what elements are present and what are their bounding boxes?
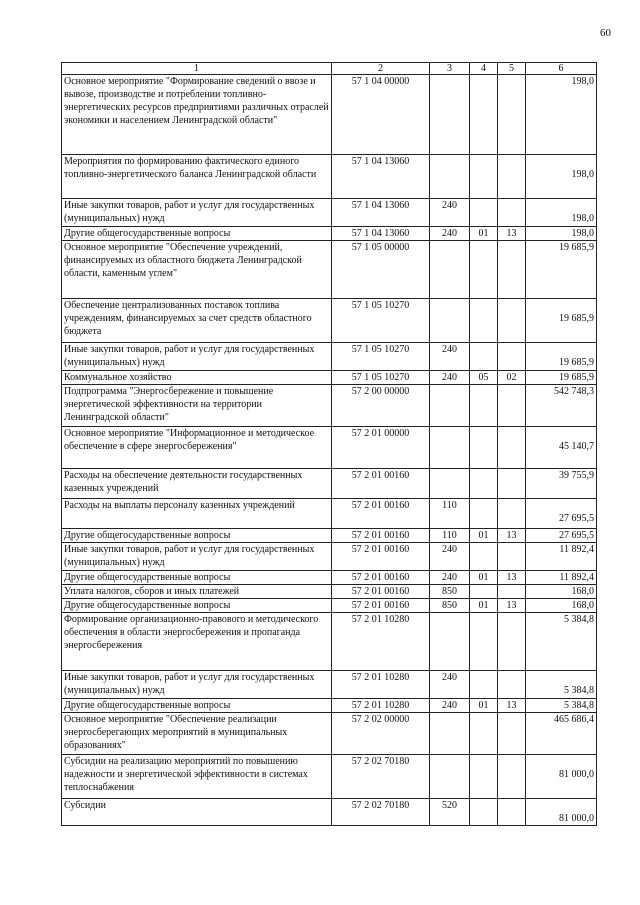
row-subsection-cell: [498, 199, 526, 227]
table-row: [62, 343, 597, 371]
table-row: [62, 799, 597, 826]
row-name-cell: Подпрограмма "Энергосбережение и повышение энергетической эффективности на территории Ленинградской области": [62, 385, 332, 427]
row-subsection-cell: [498, 613, 526, 671]
row-name-cell: Формирование организационно-правового и методического обеспечения в области энергосбережения и пропаганда энергосбережения: [62, 613, 332, 671]
row-subsection-cell: 13: [498, 227, 526, 241]
row-expense-type-cell: [430, 75, 470, 155]
row-expense-type-cell: 850: [430, 585, 470, 599]
row-subsection-cell: [498, 799, 526, 826]
row-code-cell: 57 1 05 10270: [332, 343, 430, 371]
row-section-cell: [470, 543, 498, 571]
table-row: [62, 671, 597, 699]
table-row: [62, 75, 597, 155]
table-row: [62, 499, 597, 529]
table-row: [62, 385, 597, 427]
row-section-cell: 01: [470, 571, 498, 585]
column-header-code: 2: [332, 63, 430, 75]
row-name-cell: Иные закупки товаров, работ и услуг для государственных (муниципальных) нужд: [62, 671, 332, 699]
row-amount-cell: 198,0: [526, 227, 597, 241]
row-name-cell: Иные закупки товаров, работ и услуг для государственных (муниципальных) нужд: [62, 543, 332, 571]
row-name-cell: Иные закупки товаров, работ и услуг для государственных (муниципальных) нужд: [62, 343, 332, 371]
table-row: [62, 585, 597, 599]
row-subsection-cell: [498, 755, 526, 799]
row-expense-type-cell: [430, 155, 470, 199]
row-subsection-cell: [498, 155, 526, 199]
row-expense-type-cell: 240: [430, 343, 470, 371]
column-header-name: 1: [62, 63, 332, 75]
column-header-subsection: 5: [498, 63, 526, 75]
row-amount-cell: 5 384,8: [526, 671, 597, 699]
table-row: [62, 755, 597, 799]
row-amount-cell: 11 892,4: [526, 571, 597, 585]
row-expense-type-cell: 850: [430, 599, 470, 613]
row-section-cell: [470, 241, 498, 299]
row-amount-cell: 81 000,0: [526, 799, 597, 826]
row-code-cell: 57 2 02 00000: [332, 713, 430, 755]
row-amount-cell: 19 685,9: [526, 299, 597, 343]
row-section-cell: [470, 427, 498, 469]
row-amount-cell: 27 695,5: [526, 529, 597, 543]
row-amount-cell: 198,0: [526, 199, 597, 227]
row-expense-type-cell: 240: [430, 543, 470, 571]
column-number-row: [62, 63, 597, 75]
table-row: [62, 543, 597, 571]
row-subsection-cell: 13: [498, 599, 526, 613]
row-subsection-cell: 02: [498, 371, 526, 385]
row-section-cell: [470, 799, 498, 826]
row-amount-cell: 39 755,9: [526, 469, 597, 499]
row-subsection-cell: [498, 499, 526, 529]
row-section-cell: [470, 155, 498, 199]
row-name-cell: Другие общегосударственные вопросы: [62, 699, 332, 713]
row-name-cell: Другие общегосударственные вопросы: [62, 599, 332, 613]
row-amount-cell: 11 892,4: [526, 543, 597, 571]
row-subsection-cell: 13: [498, 571, 526, 585]
table-row: [62, 571, 597, 585]
row-code-cell: 57 2 01 00160: [332, 529, 430, 543]
row-expense-type-cell: [430, 241, 470, 299]
row-amount-cell: 45 140,7: [526, 427, 597, 469]
row-amount-cell: 542 748,3: [526, 385, 597, 427]
page-number: 60: [600, 27, 611, 39]
row-subsection-cell: [498, 543, 526, 571]
row-expense-type-cell: 240: [430, 571, 470, 585]
table-row: [62, 469, 597, 499]
row-section-cell: [470, 713, 498, 755]
row-code-cell: 57 1 05 00000: [332, 241, 430, 299]
table-row: [62, 371, 597, 385]
row-code-cell: 57 2 02 70180: [332, 755, 430, 799]
row-name-cell: Субсидии на реализацию мероприятий по повышению надежности и энергетической эффективности в системах теплоснабжения: [62, 755, 332, 799]
row-subsection-cell: [498, 299, 526, 343]
row-expense-type-cell: [430, 469, 470, 499]
column-header-expense-type: 3: [430, 63, 470, 75]
row-code-cell: 57 1 04 13060: [332, 199, 430, 227]
row-name-cell: Основное мероприятие "Информационное и методическое обеспечение в сфере энергосбережения": [62, 427, 332, 469]
row-code-cell: 57 1 05 10270: [332, 299, 430, 343]
row-section-cell: 01: [470, 599, 498, 613]
column-header-amount: 6: [526, 63, 597, 75]
row-subsection-cell: [498, 241, 526, 299]
row-section-cell: 05: [470, 371, 498, 385]
row-expense-type-cell: 240: [430, 671, 470, 699]
row-section-cell: [470, 199, 498, 227]
row-code-cell: 57 1 05 10270: [332, 371, 430, 385]
row-subsection-cell: 13: [498, 699, 526, 713]
table-row: [62, 713, 597, 755]
row-subsection-cell: [498, 343, 526, 371]
row-expense-type-cell: 240: [430, 371, 470, 385]
row-subsection-cell: [498, 427, 526, 469]
table-row: [62, 299, 597, 343]
row-expense-type-cell: [430, 427, 470, 469]
row-code-cell: 57 2 01 10280: [332, 699, 430, 713]
row-expense-type-cell: [430, 385, 470, 427]
row-code-cell: 57 2 01 00000: [332, 427, 430, 469]
row-code-cell: 57 2 02 70180: [332, 799, 430, 826]
table-row: [62, 613, 597, 671]
row-amount-cell: 168,0: [526, 585, 597, 599]
row-name-cell: Основное мероприятие "Обеспечение реализации энергосберегающих мероприятий в муниципальных образованиях": [62, 713, 332, 755]
row-section-cell: [470, 385, 498, 427]
table-row: [62, 199, 597, 227]
table-row: [62, 155, 597, 199]
table-row: [62, 227, 597, 241]
row-amount-cell: 81 000,0: [526, 755, 597, 799]
row-expense-type-cell: 240: [430, 199, 470, 227]
row-amount-cell: 19 685,9: [526, 343, 597, 371]
table-row: [62, 427, 597, 469]
row-code-cell: 57 2 01 00160: [332, 599, 430, 613]
column-header-section: 4: [470, 63, 498, 75]
row-amount-cell: 465 686,4: [526, 713, 597, 755]
row-name-cell: Расходы на выплаты персоналу казенных учреждений: [62, 499, 332, 529]
row-section-cell: 01: [470, 699, 498, 713]
row-name-cell: Коммунальное хозяйство: [62, 371, 332, 385]
table-row: [62, 241, 597, 299]
row-section-cell: 01: [470, 529, 498, 543]
row-section-cell: [470, 613, 498, 671]
row-code-cell: 57 2 00 00000: [332, 385, 430, 427]
row-subsection-cell: [498, 585, 526, 599]
row-code-cell: 57 2 01 10280: [332, 671, 430, 699]
row-expense-type-cell: [430, 755, 470, 799]
row-code-cell: 57 1 04 13060: [332, 227, 430, 241]
row-expense-type-cell: 240: [430, 227, 470, 241]
row-subsection-cell: [498, 469, 526, 499]
row-name-cell: Другие общегосударственные вопросы: [62, 529, 332, 543]
table-row: [62, 529, 597, 543]
row-amount-cell: 19 685,9: [526, 371, 597, 385]
row-name-cell: Мероприятия по формированию фактического единого топливно-энергетического баланса Ленинградской области: [62, 155, 332, 199]
row-amount-cell: 5 384,8: [526, 613, 597, 671]
row-section-cell: [470, 469, 498, 499]
row-subsection-cell: [498, 671, 526, 699]
row-name-cell: Другие общегосударственные вопросы: [62, 571, 332, 585]
row-name-cell: Обеспечение централизованных поставок топлива учреждениям, финансируемых за счет средств областного бюджета: [62, 299, 332, 343]
row-section-cell: [470, 75, 498, 155]
row-code-cell: 57 2 01 10280: [332, 613, 430, 671]
row-name-cell: Основное мероприятие "Обеспечение учреждений, финансируемых из областного бюджета Ленинградской области, каменным углем": [62, 241, 332, 299]
row-expense-type-cell: 110: [430, 499, 470, 529]
row-code-cell: 57 1 04 00000: [332, 75, 430, 155]
row-expense-type-cell: [430, 299, 470, 343]
row-section-cell: [470, 585, 498, 599]
row-amount-cell: 198,0: [526, 75, 597, 155]
row-code-cell: 57 1 04 13060: [332, 155, 430, 199]
row-code-cell: 57 2 01 00160: [332, 543, 430, 571]
table-row: [62, 599, 597, 613]
row-section-cell: [470, 755, 498, 799]
row-code-cell: 57 2 01 00160: [332, 499, 430, 529]
row-expense-type-cell: 110: [430, 529, 470, 543]
row-expense-type-cell: [430, 713, 470, 755]
row-subsection-cell: [498, 713, 526, 755]
row-name-cell: Уплата налогов, сборов и иных платежей: [62, 585, 332, 599]
row-amount-cell: 27 695,5: [526, 499, 597, 529]
row-expense-type-cell: 520: [430, 799, 470, 826]
row-amount-cell: 5 384,8: [526, 699, 597, 713]
row-subsection-cell: [498, 75, 526, 155]
row-section-cell: [470, 299, 498, 343]
row-section-cell: 01: [470, 227, 498, 241]
row-amount-cell: 198,0: [526, 155, 597, 199]
row-expense-type-cell: [430, 613, 470, 671]
row-subsection-cell: 13: [498, 529, 526, 543]
budget-table: [61, 62, 597, 826]
row-expense-type-cell: 240: [430, 699, 470, 713]
row-code-cell: 57 2 01 00160: [332, 571, 430, 585]
row-name-cell: Расходы на обеспечение деятельности государственных казенных учреждений: [62, 469, 332, 499]
row-code-cell: 57 2 01 00160: [332, 585, 430, 599]
row-amount-cell: 168,0: [526, 599, 597, 613]
row-section-cell: [470, 499, 498, 529]
row-name-cell: Другие общегосударственные вопросы: [62, 227, 332, 241]
row-code-cell: 57 2 01 00160: [332, 469, 430, 499]
row-name-cell: Субсидии: [62, 799, 332, 826]
row-name-cell: Иные закупки товаров, работ и услуг для государственных (муниципальных) нужд: [62, 199, 332, 227]
table-row: [62, 699, 597, 713]
row-section-cell: [470, 343, 498, 371]
row-section-cell: [470, 671, 498, 699]
row-subsection-cell: [498, 385, 526, 427]
row-amount-cell: 19 685,9: [526, 241, 597, 299]
row-name-cell: Основное мероприятие "Формирование сведений о ввозе и вывозе, производстве и потреблении топливно-энергетических ресурсов предприятиями различных отраслей экономики и населением Ленинградской области": [62, 75, 332, 155]
